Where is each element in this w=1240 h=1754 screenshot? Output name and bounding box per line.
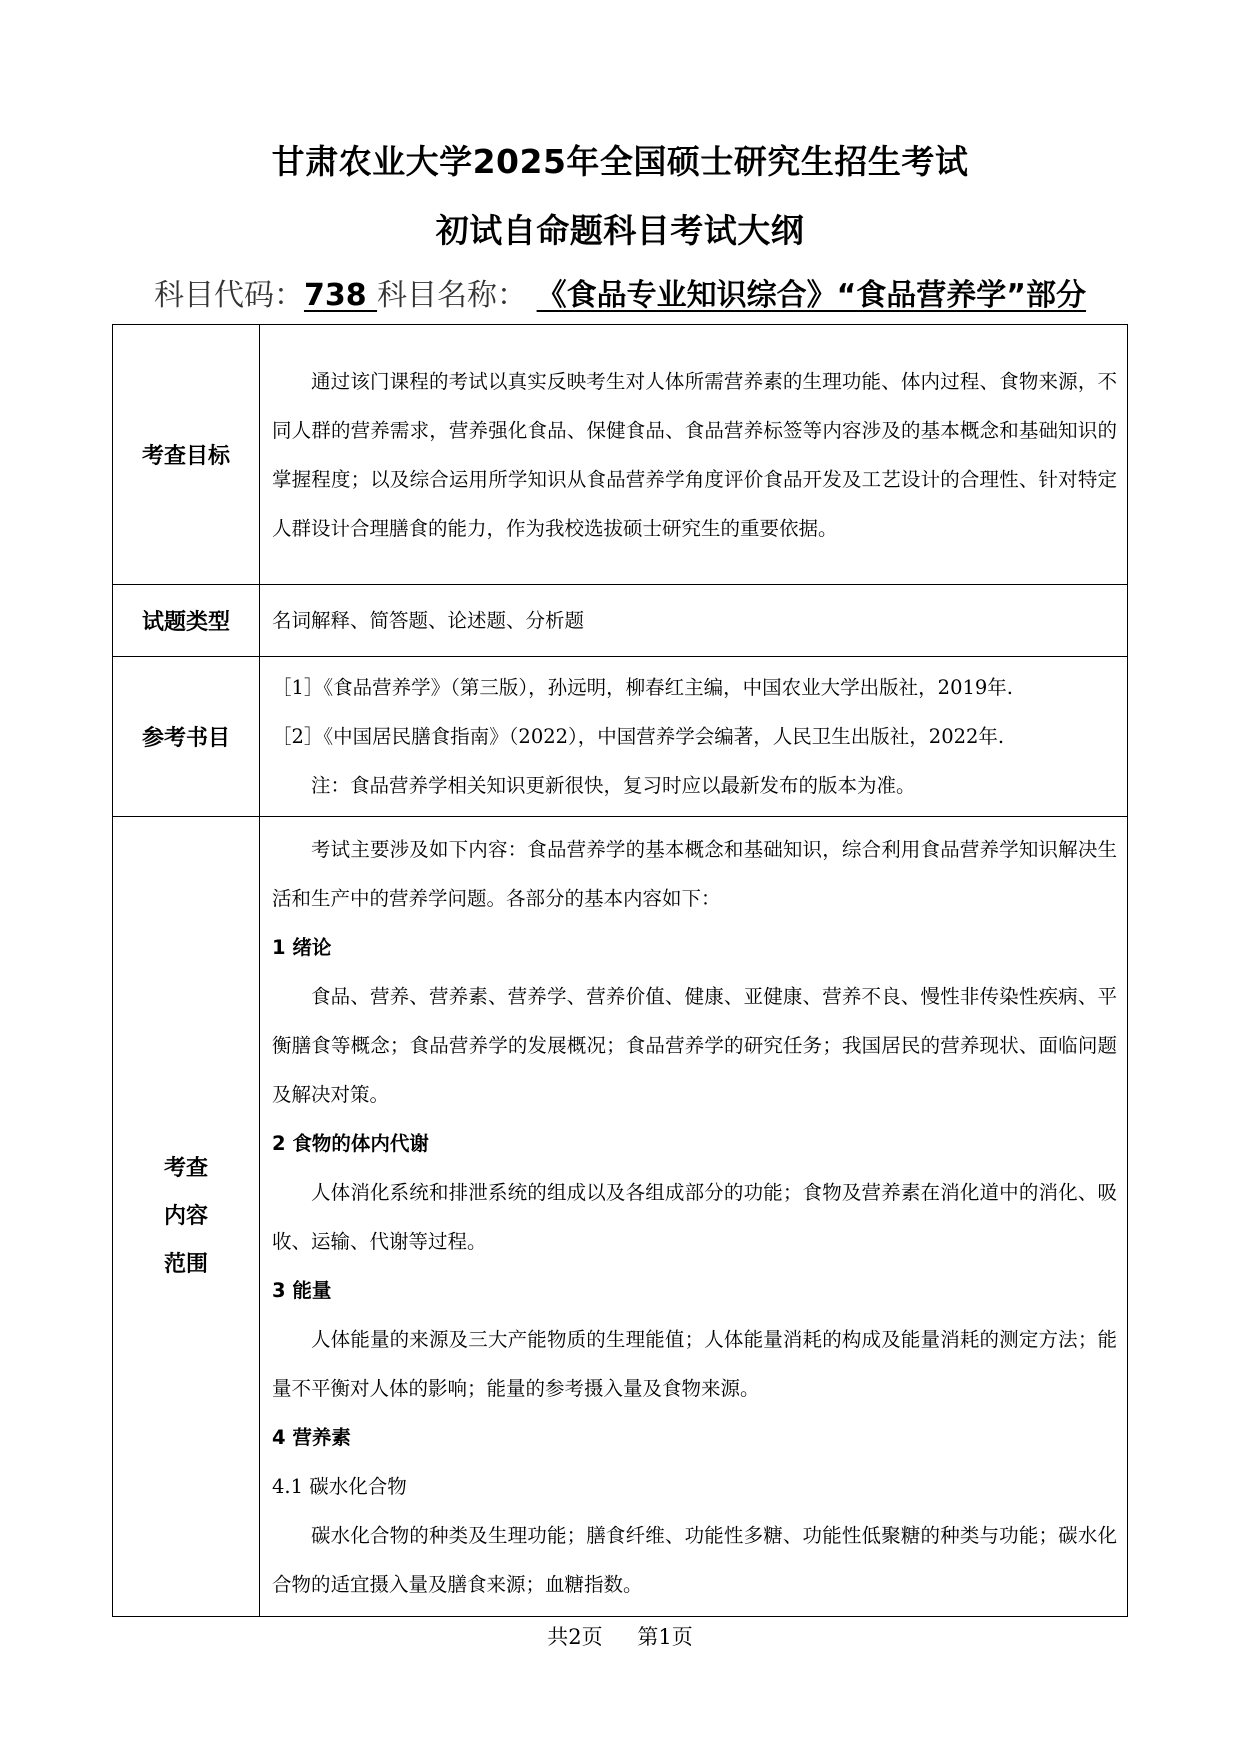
scope-label-line: 考查: [163, 1155, 208, 1181]
table-row-goal: [113, 325, 1128, 585]
document-subtitle: 初试自命题科目考试大纲: [435, 211, 805, 250]
scope-label-line: 内容: [163, 1203, 208, 1229]
reference-note: 注：食品营养学相关知识更新很快，复习时应以最新发布的版本为准。: [311, 774, 916, 797]
goal-label: 考查目标: [113, 325, 260, 585]
reference-item: ［1］《食品营养学》（第三版），孙远明，柳春红主编，中国农业大学出版社，2019年.: [272, 676, 1013, 699]
references-content: [260, 657, 1128, 817]
document-title: 甘肃农业大学2025年全国硕士研究生招生考试: [271, 142, 969, 181]
section-heading: 3 能量: [272, 1278, 332, 1302]
subject-code-label: 科目代码：: [153, 278, 304, 313]
section-text: 食品、营养、营养素、营养学、营养价值、健康、亚健康、营养不良、慢性非传染性疾病、平衡膳食等概念；食品营养学的发展概况；食品营养学的研究任务；我国居民的营养现状、面临问题及解决对策。: [272, 984, 1117, 1106]
page-footer: [0, 1621, 1240, 1651]
table-row-type: [113, 585, 1128, 657]
current-page: 第1页: [637, 1625, 693, 1649]
subsection-text: 碳水化合物的种类及生理功能；膳食纤维、功能性多糖、功能性低聚糖的种类与功能；碳水化合物的适宜摄入量及膳食来源；血糖指数。: [272, 1523, 1117, 1596]
syllabus-table: [112, 324, 1128, 1617]
type-label: 试题类型: [113, 585, 260, 657]
section-text: 人体能量的来源及三大产能物质的生理能值；人体能量消耗的构成及能量消耗的测定方法；能量不平衡对人体的影响；能量的参考摄入量及食物来源。: [272, 1327, 1117, 1400]
total-pages: 共2页: [547, 1625, 603, 1649]
subject-name-label: 科目名称：: [377, 278, 528, 313]
section-heading: 4 营养素: [272, 1425, 351, 1449]
subject-line: [0, 270, 1240, 314]
scope-label-line: 范围: [163, 1251, 208, 1277]
scope-content: [260, 817, 1128, 1617]
section-heading: 2 食物的体内代谢: [272, 1131, 429, 1155]
section-heading: 1 绪论: [272, 935, 332, 959]
section-text: 人体消化系统和排泄系统的组成以及各组成部分的功能；食物及营养素在消化道中的消化、吸收、运输、代谢等过程。: [272, 1180, 1117, 1253]
references-label: 参考书目: [113, 657, 260, 817]
type-content: [260, 585, 1128, 657]
subject-code: 738: [303, 278, 378, 313]
type-text: 名词解释、简答题、论述题、分析题: [272, 609, 585, 632]
table-row-scope: [113, 817, 1128, 1617]
goal-text: 通过该门课程的考试以真实反映考生对人体所需营养素的生理功能、体内过程、食物来源，不同人群的营养需求，营养强化食品、保健食品、食品营养标签等内容涉及的基本概念和基础知识的掌握程度；以及综合运用所学知识从食品营养学角度评价食品开发及工艺设计的合理性、针对特定人群设计合理膳食的能力，作为我校选拔硕士研究生的重要依据。: [272, 369, 1117, 540]
scope-label: [113, 817, 260, 1617]
table-row-references: [113, 657, 1128, 817]
subject-name: 《食品专业知识综合》“食品营养学”部分: [536, 278, 1087, 313]
subsection-heading: 4.1 碳水化合物: [272, 1474, 407, 1498]
goal-content: [260, 325, 1128, 585]
scope-intro: 考试主要涉及如下内容：食品营养学的基本概念和基础知识，综合利用食品营养学知识解决生活和生产中的营养学问题。各部分的基本内容如下：: [272, 837, 1117, 910]
reference-item: ［2］《中国居民膳食指南》（2022），中国营养学会编著，人民卫生出版社，2022年.: [272, 725, 1005, 748]
